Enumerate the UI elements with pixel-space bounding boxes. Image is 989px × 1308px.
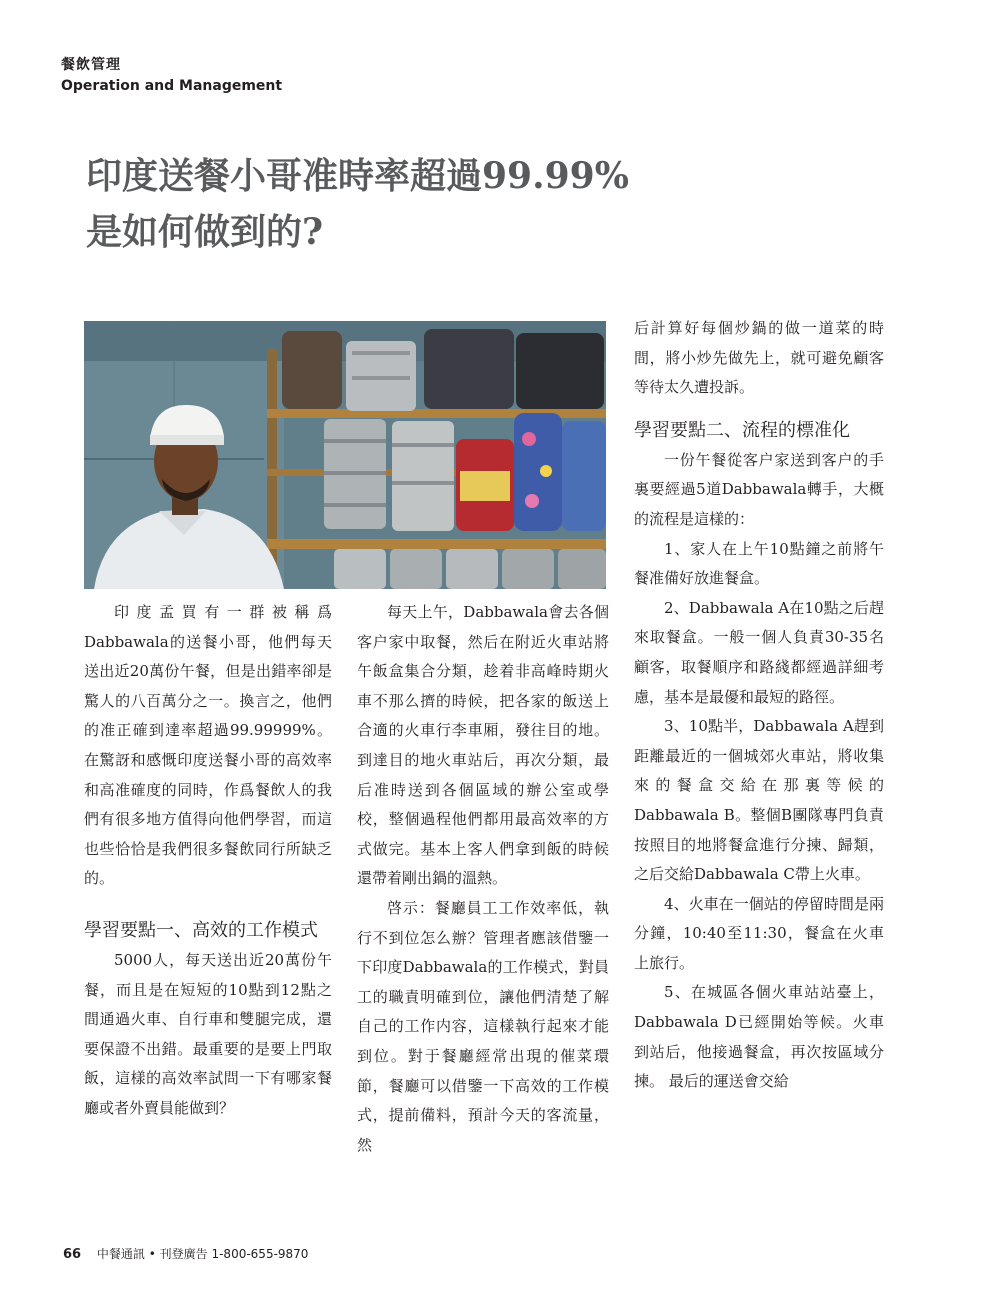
page-footer xyxy=(63,1245,308,1262)
article-column-1 xyxy=(84,598,332,1124)
phone-number: 1-800-655-9870 xyxy=(211,1247,309,1261)
section-label-english: Operation and Management xyxy=(61,78,283,94)
article-column-2 xyxy=(357,598,609,1160)
page-number: 66 xyxy=(63,1247,82,1262)
section-heading-1: 學習要點一、高效的工作模式 xyxy=(84,919,318,941)
article-title xyxy=(86,148,629,260)
list-item: 3、10點半，Dabbawala A趕到距離最近的一個城郊火車站，將收集來的餐盒交給在那裏等候的Dabbawala B。整個B團隊專門負責按照目的地將餐盒進行分揀、歸類，之后交給Dabbawala C帶上火車。 xyxy=(634,717,884,884)
paragraph: 一份午餐從客户家送到客户的手裏要經過5道Dabbawala轉手，大概的流程是這樣的： xyxy=(634,450,884,528)
title-line-1: 印度送餐小哥准時率超過99.99% xyxy=(86,155,629,197)
publication-name: 中餐通訊 • 刊登廣告 xyxy=(96,1247,208,1261)
title-line-2: 是如何做到的? xyxy=(86,211,324,253)
paragraph: 印度孟買有一群被稱爲Dabbawala的送餐小哥，他們每天送出近20萬份午餐，但是出錯率卻是驚人的八百萬分之一。換言之，他們的准正確到達率超過99.99999%。在驚訝和感慨印度送餐小哥的高效率和高准確度的同時，作爲餐飲人的我們有很多地方值得向他們學習，而這也些恰恰是我們很多餐飲同行所缺乏的。 xyxy=(84,603,332,888)
list-item: 5、在城區各個火車站站臺上，Dabbawala D已經開始等候。火車到站后，他接過餐盒，再次按區域分揀。 最后的運送會交給 xyxy=(634,983,884,1091)
list-item: 1、家人在上午10點鐘之前將午餐准備好放進餐盒。 xyxy=(634,539,884,588)
paragraph: 每天上午，Dabbawala會去各個客户家中取餐，然后在附近火車站將午飯盒集合分類，趁着非高峰時期火車不那么擠的時候，把各家的飯送上合適的火車行李車厢，發往目的地。到達目的地火車站后，再次分類，最后准時送到各個區域的辦公室或學校，整個過程他們都用最高效率的方式做完。基本上客人們拿到飯的時候還帶着剛出鍋的溫熱。 xyxy=(357,603,609,888)
section-heading-2: 學習要點二、流程的標准化 xyxy=(634,419,850,441)
paragraph: 后計算好每個炒鍋的做一道菜的時間，將小炒先做先上，就可避免顧客等待太久遭投訴。 xyxy=(634,319,884,397)
section-label: 餐飲管理 xyxy=(61,57,121,73)
paragraph: 啓示：餐廳員工工作效率低，執行不到位怎么辦？管理者應該借鑒一下印度Dabbawala的工作模式，對員工的職責明確到位，讓他們清楚了解自己的工作内容，這樣執行起來才能到位。對于餐廳經常出現的催菜環節，餐廳可以借鑒一下高效的工作模式，提前備料，預計今天的客流量，然 xyxy=(357,898,609,1154)
list-item: 2、Dabbawala A在10點之后趕來取餐盒。一般一個人負責30-35名顧客，取餐順序和路綫都經過詳細考慮，基本是最優和最短的路徑。 xyxy=(634,598,884,706)
paragraph: 5000人，每天送出近20萬份午餐，而且是在短短的10點到12點之間通過火車、自行車和雙腿完成，還要保證不出錯。最重要的是要上門取飯，這樣的高效率試問一下有哪家餐廳或者外賣員能做到？ xyxy=(84,950,332,1117)
dabbawala-photo xyxy=(84,321,606,589)
list-item: 4、火車在一個站的停留時間是兩分鐘，10:40至11:30，餐盒在火車上旅行。 xyxy=(634,894,884,972)
article-column-3 xyxy=(634,314,884,1097)
